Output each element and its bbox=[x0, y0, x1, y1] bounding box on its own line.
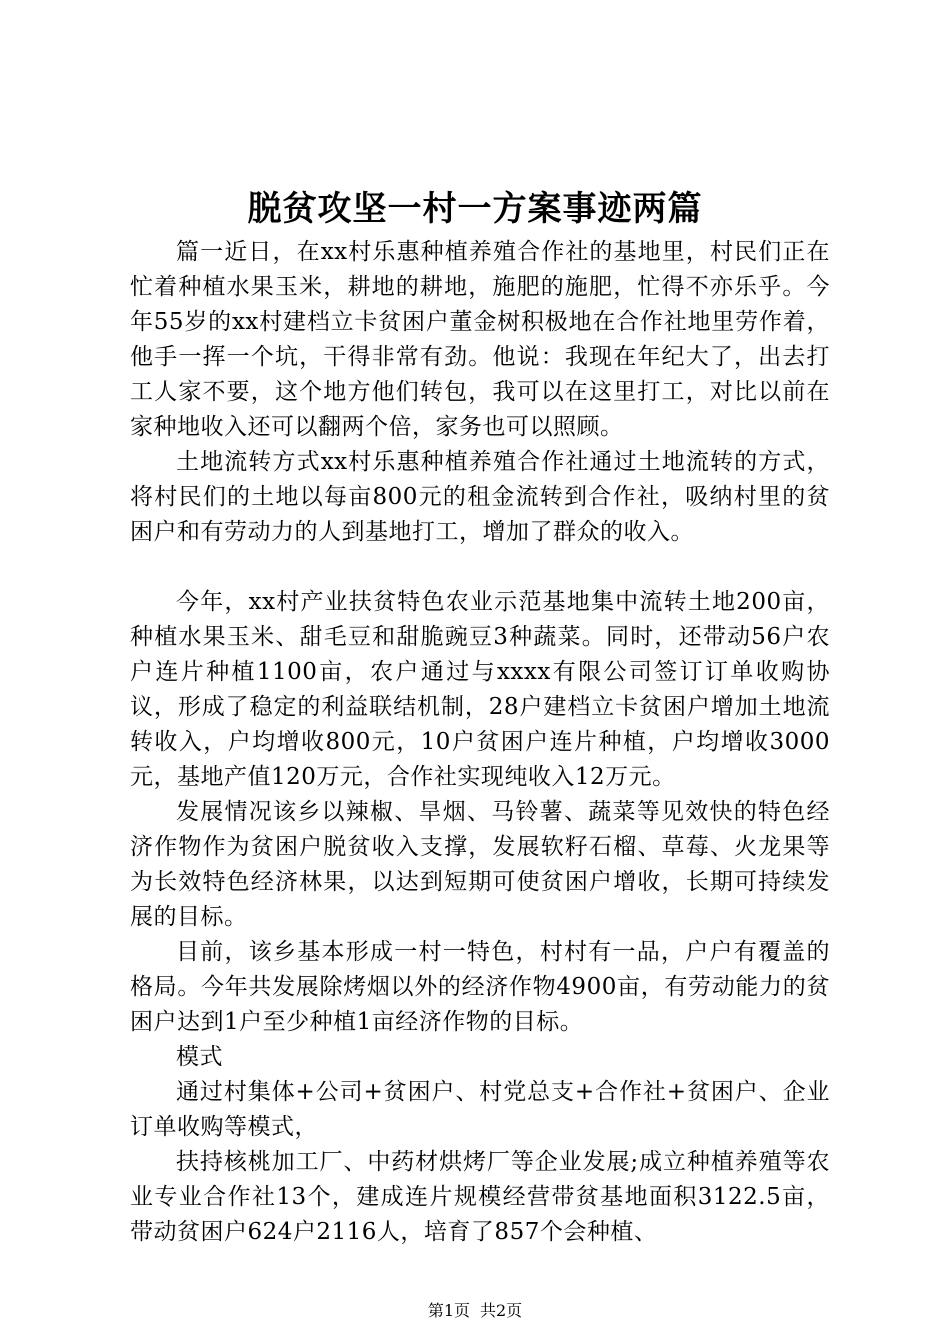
page-number-current: 第1页 bbox=[427, 1301, 470, 1320]
paragraph-this-year: 今年，xx村产业扶贫特色农业示范基地集中流转土地200亩，种植水果玉米、甜毛豆和甜脆豌豆3种蔬菜。同时，还带动56户农户连片种植1100亩，农户通过与xxxx有限公司签订订单收购协议，形成了稳定的利益联结机制，28户建档立卡贫困户增加土地流转收入，户均增收800元，10户贫困户连片种植，户均增收3000元，基地产值120万元，合作社实现纯收入12万元。 bbox=[130, 589, 830, 790]
paragraph-mode-heading: 模式 bbox=[176, 1044, 223, 1070]
paragraph-development: 发展情况该乡以辣椒、旱烟、马铃薯、蔬菜等见效快的特色经济作物作为贫困户脱贫收入支撑，发展软籽石榴、草莓、火龙果等为长效特色经济林果，以达到短期可使贫困户增收，长期可持续发展的目标。 bbox=[130, 799, 830, 930]
page-number-total: 共2页 bbox=[480, 1301, 523, 1320]
paragraph-mode-detail: 通过村集体+公司+贫困户、村党总支+合作社+贫困户、企业订单收购等模式， bbox=[130, 1079, 830, 1140]
document-title: 脱贫攻坚一村一方案事迹两篇 bbox=[247, 189, 703, 229]
paragraph-intro: 篇一近日，在xx村乐惠种植养殖合作社的基地里，村民们正在忙着种植水果玉米，耕地的耕地，施肥的施肥，忙得不亦乐乎。今年55岁的xx村建档立卡贫困户董金树积极地在合作社地里劳作着，他手一挥一个坑，干得非常有劲。他说：我现在年纪大了，出去打工人家不要，这个地方他们转包，我可以在这里打工，对比以前在家种地收入还可以翻两个倍，家务也可以照顾。 bbox=[130, 239, 830, 440]
paragraph-land-transfer: 土地流转方式xx村乐惠种植养殖合作社通过土地流转的方式，将村民们的土地以每亩800元的租金流转到合作社，吸纳村里的贫困户和有劳动力的人到基地打工，增加了群众的收入。 bbox=[130, 449, 830, 545]
paragraph-current: 目前，该乡基本形成一村一特色，村村有一品，户户有覆盖的格局。今年共发展除烤烟以外的经济作物4900亩，有劳动能力的贫困户达到1户至少种植1亩经济作物的目标。 bbox=[130, 939, 830, 1035]
paragraph-support: 扶持核桃加工厂、中药材烘烤厂等企业发展;成立种植养殖等农业专业合作社13个，建成连片规模经营带贫基地面积3122.5亩，带动贫困户624户2116人，培育了857个会种植、 bbox=[130, 1149, 830, 1245]
page-footer bbox=[0, 1300, 950, 1322]
document-body bbox=[130, 235, 830, 1250]
